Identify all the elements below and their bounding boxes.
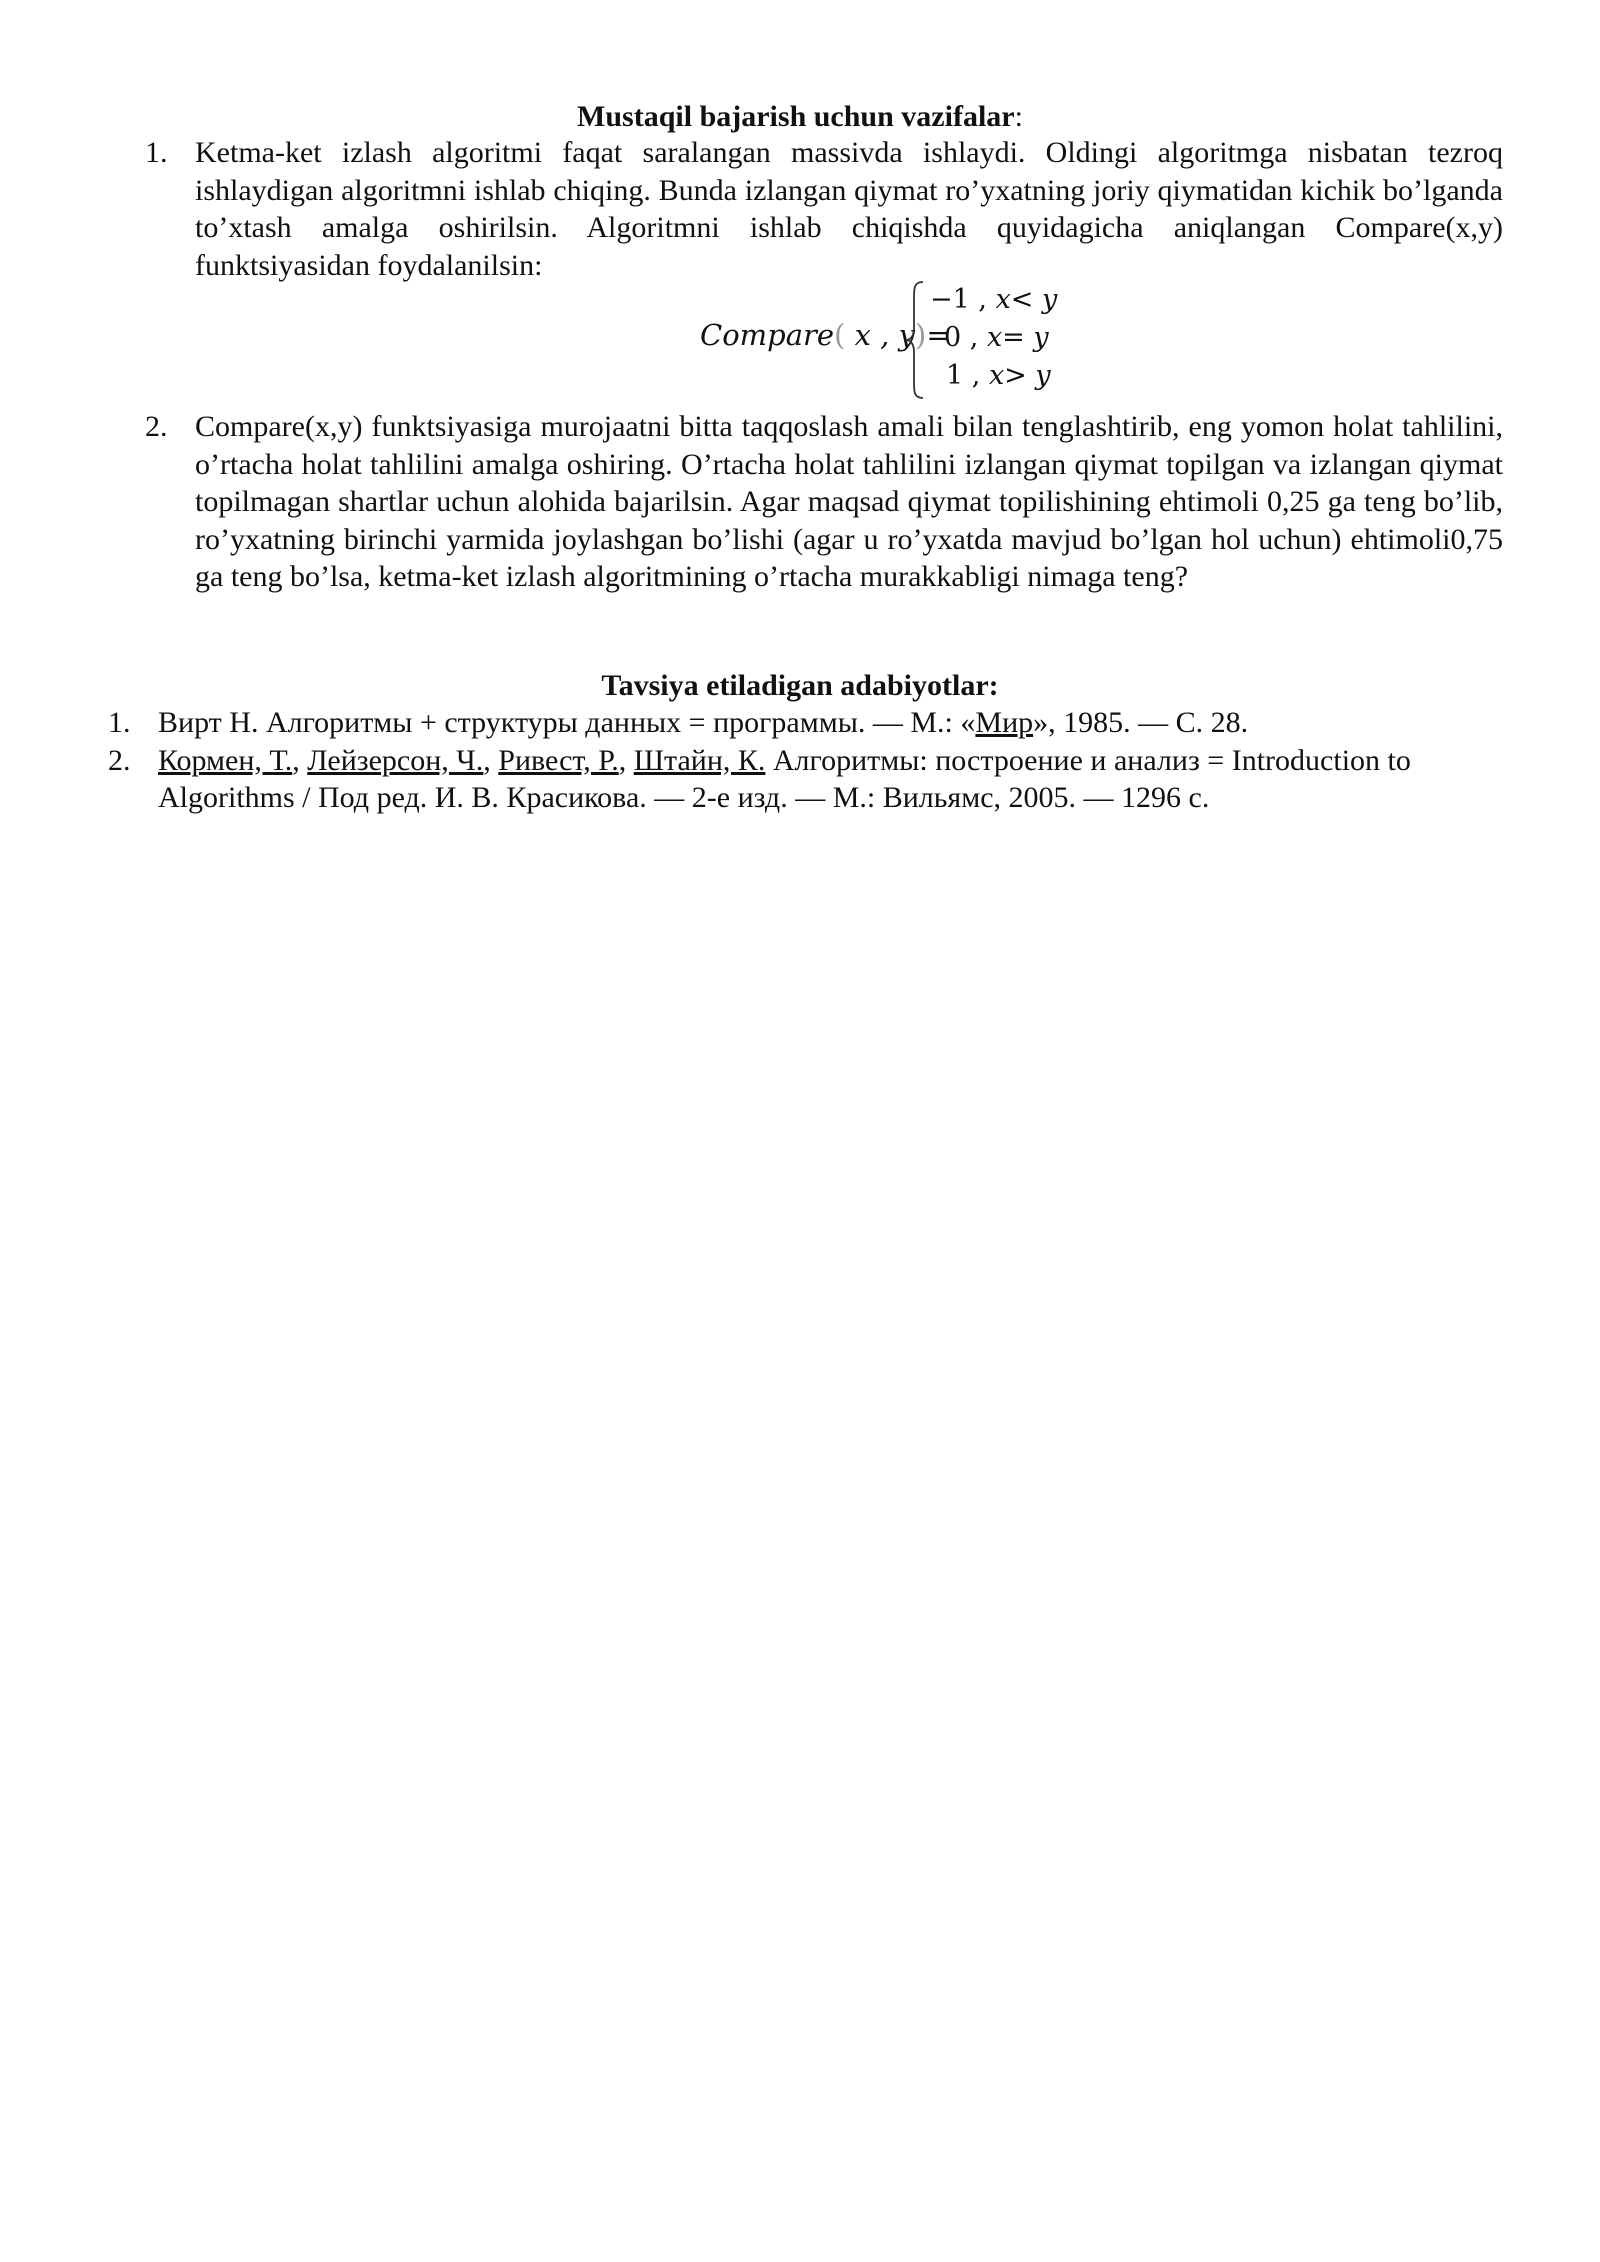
author-separator: , (618, 743, 634, 777)
tasks-heading-colon: : (1014, 100, 1023, 133)
compare-formula (700, 280, 1180, 400)
formula-case-equal (944, 322, 1049, 353)
reference-text: Вирт Н. Алгоритмы + структуры данных = программы. — М.: « (158, 706, 976, 739)
reference-item-2 (108, 742, 1503, 817)
case-condition: x> y (988, 360, 1051, 391)
task-item-2 (145, 408, 1503, 596)
author-separator: , (292, 743, 308, 777)
tasks-heading (0, 98, 1600, 136)
reference-item-1 (108, 704, 1503, 742)
task-text: Compare(x,y) funktsiyasiga murojaatni bitta taqqoslash amali bilan tenglashtirib, eng yomon holat tahlilini, o’rtacha holat tahlilini amalga oshiring. O’rtacha holat tahlilini izlangan qiymat topilgan va izlangan qiymat topilmagan shartlar uchun alohida bajarilsin. Agar maqsad qiymat topilishining ehtimoli 0,25 ga teng bo’lib, ro’yxatning birinchi yarmida joylashgan bo’lishi (agar u ro’yxatda mavjud bo’lgan hol uchun) ehtimoli0,75 ga teng bo’lsa, ketma-ket izlash algoritmining o’rtacha murakkabligi nimaga teng? (195, 410, 1503, 593)
left-brace-icon (905, 280, 927, 400)
author-link[interactable]: Ривест, Р. (498, 743, 619, 777)
case-condition: x= y (986, 322, 1049, 353)
task-number: 1. (145, 136, 168, 169)
author-link[interactable]: Штайн, К. (633, 743, 766, 777)
author-separator: , (483, 743, 499, 777)
formula-case-less (930, 284, 1057, 315)
formula-args: x , y (854, 318, 915, 352)
references-heading: Tavsiya etiladigan adabiyotlar: (601, 669, 999, 702)
author-link[interactable]: Кормен, Т. (158, 743, 293, 777)
tasks-heading-title: Mustaqil bajarish uchun vazifalar (577, 100, 1015, 133)
formula-equals: = (926, 318, 951, 352)
task-number: 2. (145, 410, 168, 443)
case-value: 0 , (944, 322, 987, 353)
case-condition: x< y (995, 284, 1058, 315)
formula-function-name: Compare (700, 318, 835, 352)
task-item-1 (145, 134, 1503, 284)
reference-number: 2. (108, 743, 131, 777)
reference-text: Алгоритмы: построение и анализ = Introduction to Algorithms / Под ред. И. В. Красикова. — 2-е изд. — М.: Вильямс, 2005. — 1296 с. (158, 743, 1411, 814)
references-list (108, 704, 1503, 817)
formula-close-paren: ) (914, 318, 927, 352)
reference-text-end: », 1985. — С. 28. (1033, 706, 1249, 739)
case-value: −1 , (930, 284, 996, 315)
case-value: 1 , (946, 360, 989, 391)
formula-open-paren: ( (834, 318, 846, 352)
formula-case-greater (946, 360, 1051, 391)
task-text: Ketma-ket izlash algoritmi faqat saralangan massivda ishlaydi. Oldingi algoritmga nisbatan tezroq ishlaydigan algoritmni ishlab chiqing. Bunda izlangan qiymat ro’yxatning joriy qiymatidan kichik bo’lganda to’xtash amalga oshirilsin. Algoritmni ishlab chiqishda quyidagicha aniqlangan Compare(x,y) funktsiyasidan foydalanilsin: (195, 136, 1503, 282)
publisher-link[interactable]: Мир (975, 706, 1034, 739)
author-link[interactable]: Лейзерсон, Ч. (307, 743, 484, 777)
reference-number: 1. (108, 706, 131, 739)
